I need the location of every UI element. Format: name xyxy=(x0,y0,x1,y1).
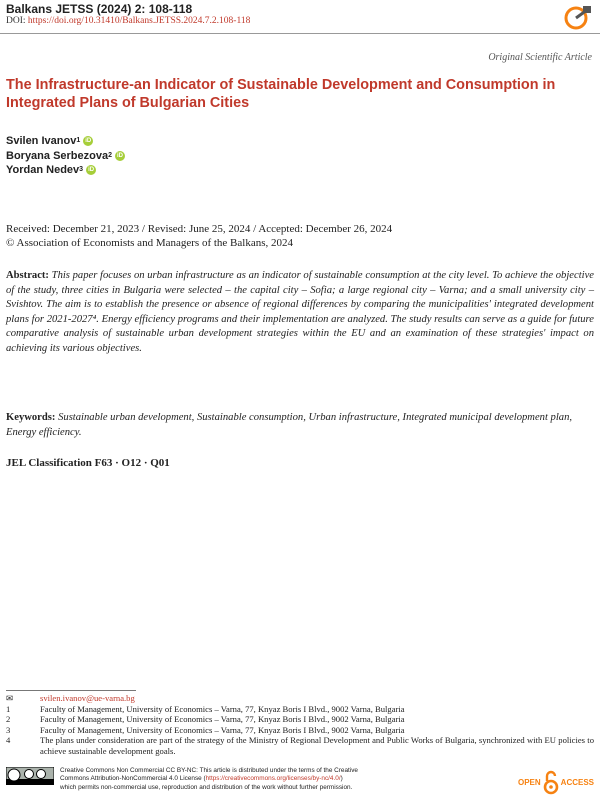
article-type: Original Scientific Article xyxy=(488,52,592,63)
footnote-3 xyxy=(6,725,594,736)
author-2 xyxy=(6,149,125,164)
license-link[interactable]: https://creativecommons.org/licenses/by-nc/4.0/ xyxy=(205,775,341,783)
doi-line xyxy=(6,16,250,26)
footnote-divider xyxy=(6,690,136,691)
author-3 xyxy=(6,163,125,178)
dates-block xyxy=(6,222,392,250)
footnote-text: Faculty of Management, University of Economics – Varna, 77, Knyaz Boris I Blvd., 9002 Varna, Bulgaria xyxy=(40,714,405,724)
open-access-badge xyxy=(518,768,596,796)
abstract-label: Abstract: xyxy=(6,270,49,281)
license-line-2: Commons Attribution-NonCommercial 4.0 License (https://creativecommons.org/licenses/by-nc/4.0/) xyxy=(60,775,343,783)
journal-citation: Balkans JETSS (2024) 2: 108-118 xyxy=(6,2,193,16)
footnote-4 xyxy=(6,735,594,756)
header-divider xyxy=(0,33,600,34)
abstract-text: This paper focuses on urban infrastructure as an indicator of sustainable consumption at the city level. To achieve the objective of the study, three cities in Bulgaria were selected – the capital city – Sofia; a large regional city – Varna; and a small university city – Svishtov. The aim is to establish the presence or absence of regional differences by comparing the municipalities' integrated development plans for 2021-2027⁴. Energy efficiency programs and their implementation are analyzed. The study results can serve as a guide for future comparative analysis of sustainable urban development strategies within the EU and an examination of these strategies' impact on achieving its various objectives. xyxy=(6,270,594,354)
footnote-1 xyxy=(6,704,594,715)
paper-title: The Infrastructure-an Indicator of Sustainable Development and Consumption in Integrated Plans of Bulgarian Cities xyxy=(6,77,556,111)
keywords xyxy=(6,411,594,440)
doi-label: DOI: xyxy=(6,16,26,26)
author-name: Svilen Ivanov xyxy=(6,135,77,147)
footnote-mark: 3 xyxy=(6,724,11,735)
license-line-3: which permits non-commercial use, reproduction and distribution of the work without further permission. xyxy=(60,783,353,791)
license-line-1: Creative Commons Non Commercial CC BY-NC: This article is distributed under the terms of the Creative xyxy=(60,767,358,774)
open-lock-icon xyxy=(543,769,559,795)
author-name: Yordan Nedev xyxy=(6,164,80,176)
open-access-access-label: ACCESS xyxy=(560,777,595,787)
open-access-open-label: OPEN xyxy=(518,777,541,787)
footnote-mark: 1 xyxy=(6,703,11,714)
author-list xyxy=(6,134,125,178)
affiliation-mark: 2 xyxy=(108,151,113,159)
license-text xyxy=(60,767,358,792)
jel-classification: JEL Classification F63 · O12 · Q01 xyxy=(6,457,170,469)
orcid-icon[interactable]: iD xyxy=(85,138,92,145)
cc-by-nc-badge-icon[interactable] xyxy=(6,767,54,785)
footnote-mark: 4 xyxy=(6,735,11,745)
author-1 xyxy=(6,134,125,149)
author-name: Boryana Serbezova xyxy=(6,149,109,162)
orcid-icon[interactable]: iD xyxy=(117,152,124,159)
footnote-text: Faculty of Management, University of Economics – Varna, 77, Knyaz Boris I Blvd., 9002 Varna, Bulgaria xyxy=(40,703,405,714)
affiliation-mark: 1 xyxy=(76,137,81,144)
copyright: © Association of Economists and Managers of the Balkans, 2024 xyxy=(6,237,293,249)
footnote-text: The plans under consideration are part of the strategy of the Ministry of Regional Development and Public Works of Bulgaria, synchronized with EU policies to achieve sustainable development goals. xyxy=(40,735,594,756)
license-block xyxy=(6,767,506,792)
keywords-text: Sustainable urban development, Sustainable consumption, Urban infrastructure, Integrated municipal development plan, Energy efficiency. xyxy=(6,412,573,438)
orcid-icon[interactable]: iD xyxy=(88,167,95,174)
affiliation-mark: 3 xyxy=(79,166,84,173)
abstract xyxy=(6,269,594,356)
doi-link[interactable]: https://doi.org/10.31410/Balkans.JETSS.2024.7.2.108-118 xyxy=(27,16,251,26)
mail-icon: ✉ xyxy=(6,693,14,703)
received-dates: Received: December 21, 2023 / Revised: June 25, 2024 / Accepted: December 26, 2024 xyxy=(6,223,393,235)
footnote-email xyxy=(6,693,594,704)
keywords-label: Keywords: xyxy=(6,412,56,423)
footnotes xyxy=(6,693,594,756)
footnote-mark: 2 xyxy=(6,714,11,724)
email-link[interactable]: svilen.ivanov@ue-varna.bg xyxy=(40,693,135,703)
footnote-2 xyxy=(6,714,594,725)
journal-logo-icon xyxy=(563,4,593,30)
footnote-text: Faculty of Management, University of Economics – Varna, 77, Knyaz Boris I Blvd., 9002 Varna, Bulgaria xyxy=(40,724,405,735)
